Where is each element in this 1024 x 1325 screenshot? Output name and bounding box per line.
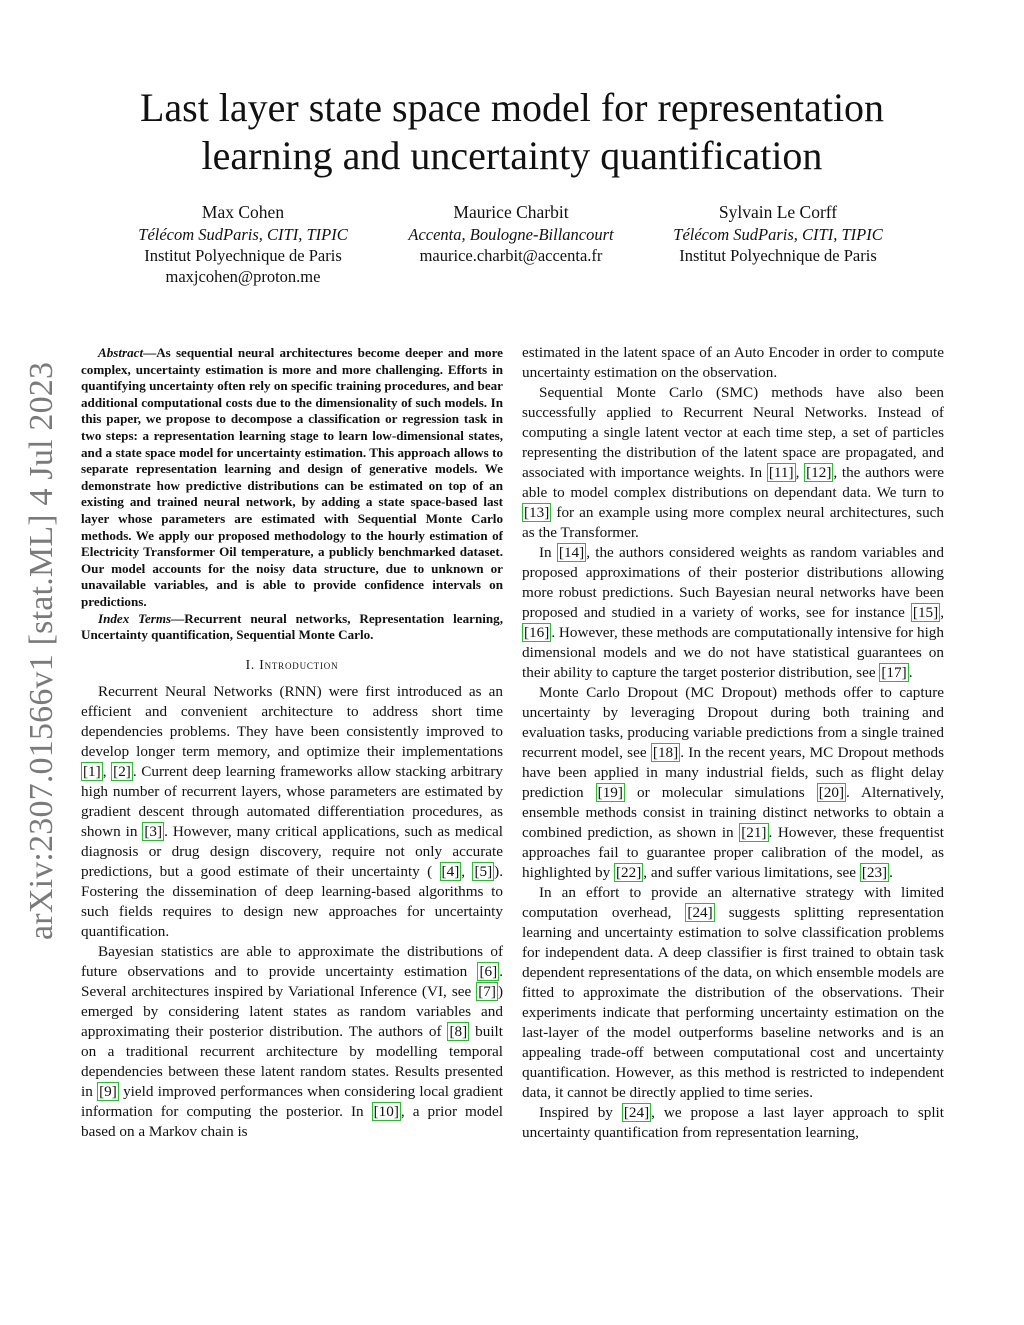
text-run: ) emerged by considering latent states as random variables and approximating their posterior distribution. The authors of — [81, 982, 503, 1040]
citation-link[interactable]: [12] — [806, 464, 832, 481]
index-terms — [81, 611, 503, 644]
text-run: . — [889, 864, 893, 881]
text-run: , — [795, 464, 805, 481]
abstract-paragraph — [81, 345, 503, 611]
right-column — [522, 343, 944, 1143]
citation-link[interactable]: [13] — [524, 504, 550, 521]
citation-link[interactable]: [14] — [558, 544, 585, 561]
paragraph — [81, 942, 503, 1142]
section-heading — [81, 657, 503, 673]
text-run: Recurrent Neural Networks (RNN) were first introduced as an efficient and convenient architecture to address short time dependencies problems. They have been consistently improved to develop longer term memory, and optimize their implementations — [81, 682, 503, 760]
citation-link[interactable]: [10] — [373, 1102, 399, 1120]
text-run: . — [908, 664, 913, 681]
author-affiliation: Télécom SudParis, CITI, TIPIC — [138, 225, 348, 244]
text-run: , — [102, 762, 112, 780]
arxiv-identifier: arXiv:2307.01566v1 [stat.ML] 4 Jul 2023 — [23, 361, 60, 940]
paragraph — [522, 343, 944, 383]
left-column — [81, 345, 503, 1142]
author-block-1 — [93, 201, 393, 287]
text-run: . Alternatively, ensemble methods consist in training distinct networks to obtain a combined prediction, as shown in — [522, 784, 944, 841]
text-run: . In the recent years, MC Dropout methods have been applied in many industrial fields, such as flight delay prediction — [522, 744, 945, 801]
citation-link[interactable]: [11] — [768, 464, 794, 481]
paragraph — [522, 543, 944, 683]
citation-link[interactable]: [22] — [615, 864, 642, 881]
text-run: Inspired by — [539, 1104, 622, 1121]
citation-link[interactable]: [23] — [861, 864, 888, 881]
text-run: , and suffer various limitations, see — [643, 864, 860, 881]
text-run: Sequential Monte Carlo (SMC) methods have also been successfully applied to Recurrent Neural Networks. Instead of computing a single latent vector at each time step, a set of particles representing the distribution of the latent space are propagated, and associated with importance weights. In — [522, 384, 944, 481]
paragraph — [522, 883, 944, 1103]
author-name: Maurice Charbit — [453, 202, 569, 222]
text-run: Bayesian statistics are able to approximate the distributions of future observations and to provide uncertainty estimation — [81, 942, 503, 980]
citation-link[interactable]: [21] — [741, 824, 767, 841]
author-institution: Institut Polyechnique de Paris — [144, 246, 342, 265]
citation-link[interactable]: [2] — [113, 762, 131, 780]
text-run: built on a traditional recurrent architecture by modelling temporal dependencies between these latent random states. Results presented in — [81, 1022, 503, 1100]
author-affiliation: Accenta, Boulogne-Billancourt — [408, 225, 614, 244]
text-run: ). Fostering the dissemination of deep learning-based algorithms to such fields requires to design new approaches for uncertainty quantification. — [81, 862, 504, 940]
citation-link[interactable]: [4] — [441, 862, 460, 880]
text-run: suggests splitting representation learning and uncertainty estimation to solve classification problems for independent data. A deep classifier is first trained to obtain task dependent representations of the data, on which ensemble models are fitted to approximate the distribution of the observations. Their experiments indicate that performing uncertainty estimation on the last-layer of the model outperforms baseline networks and is an appealing trade-off between computational cost and uncertainty quantification. However, as this method is restricted to independent data, it cannot be directly applied to time series. — [522, 904, 944, 1101]
text-run: estimated in the latent space of an Auto Encoder in order to compute uncertainty estimation on the observation. — [522, 344, 944, 381]
citation-link[interactable]: [17] — [881, 664, 907, 681]
citation-link[interactable]: [24] — [687, 904, 713, 921]
text-run: In — [539, 544, 557, 561]
text-run: . Several architectures inspired by Variational Inference (VI, see — [81, 962, 503, 1000]
text-run: , the authors were able to model complex distributions on dependant data. We turn to — [522, 464, 945, 501]
citation-link[interactable]: [5] — [474, 862, 493, 880]
text-run: yield improved performances when considering local gradient information for computing the posterior. In — [81, 1082, 503, 1120]
text-run: In an effort to provide an alternative strategy with limited computation overhead, — [522, 884, 944, 921]
author-name: Sylvain Le Corff — [718, 202, 838, 222]
citation-link[interactable]: [18] — [652, 744, 679, 761]
text-run: . However, these frequentist approaches fail to guarantee proper calibration of the model, as highlighted by — [522, 824, 944, 881]
left-body — [81, 682, 503, 1142]
abstract — [81, 345, 503, 644]
citation-link[interactable]: [8] — [449, 1022, 468, 1040]
citation-link[interactable]: [3] — [144, 822, 163, 840]
text-run: , a prior model based on a Markov chain is — [81, 1102, 503, 1140]
citation-link[interactable]: [15] — [912, 604, 939, 621]
section-title: Introduction — [259, 656, 339, 672]
text-run: , — [461, 862, 473, 880]
text-run: . Current deep learning frameworks allow stacking arbitrary high number of recurrent layers, whose parameters are estimated by gradient descent through automated differentiation procedures, as shown in — [81, 762, 503, 840]
text-run: , — [940, 604, 944, 621]
citation-link[interactable]: [16] — [524, 624, 550, 641]
text-run: , the authors considered weights as random variables and proposed approximations of their posterior distributions allowing more robust predictions. Such Bayesian neural networks have been proposed and studied in a variety of works, see for instance — [522, 544, 944, 621]
author-block-3 — [628, 201, 928, 266]
author-email[interactable]: maurice.charbit@accenta.fr — [419, 246, 603, 265]
text-run: or molecular simulations — [624, 784, 817, 801]
paragraph — [522, 383, 944, 543]
author-name: Max Cohen — [201, 202, 285, 222]
citation-link[interactable]: [24] — [623, 1104, 650, 1121]
citation-link[interactable]: [9] — [99, 1082, 117, 1100]
author-block-2 — [361, 201, 661, 266]
paragraph — [522, 683, 944, 883]
citation-link[interactable]: [20] — [818, 784, 845, 801]
paragraph — [522, 1103, 944, 1143]
citation-link[interactable]: [7] — [478, 982, 496, 1000]
text-run: . However, these methods are computationally intensive for high dimensional models and we do not have statistical guarantees on their ability to capture the target posterior distribution, see — [522, 624, 944, 681]
abstract-text: —As sequential neural architectures become deeper and more complex, uncertainty estimation is more and more challenging. Efforts in quantifying uncertainty often rely on specific training procedures, and bear additional computational costs due to the dimensionality of such models. In this paper, we propose to decompose a classification or regression task in two steps: a representation learning stage to learn low-dimensional states, and a state space model for uncertainty estimation. This approach allows to separate representation learning and design of generative models. We demonstrate how predictive distributions can be estimated on top of an existing and trained neural network, by adding a state space-based last layer whose parameters are estimated with Sequential Monte Carlo methods. We apply our proposed methodology to the hourly estimation of Electricity Transformer Oil temperature, a publicly benchmarked dataset. Our model accounts for the noisy data structure, due to unknown or unavailable variables, and is able to provide confidence intervals on predictions. — [81, 345, 503, 609]
author-email[interactable]: maxjcohen@proton.me — [165, 267, 321, 286]
text-run: . However, many critical applications, such as medical diagnosis or drug design discovery, require not only accurate predictions, but a good estimate of their uncertainty ( — [81, 822, 503, 880]
citation-link[interactable]: [19] — [597, 784, 623, 801]
author-affiliation: Télécom SudParis, CITI, TIPIC — [673, 225, 883, 244]
section-number: I. — [245, 656, 260, 672]
citation-link[interactable]: [1] — [83, 762, 101, 780]
paper-title: Last layer state space model for representation learning and uncertainty quantification — [139, 85, 885, 178]
text-run: , we propose a last layer approach to split uncertainty quantification from representation learning, — [522, 1104, 944, 1141]
paragraph — [81, 682, 503, 942]
citation-link[interactable]: [6] — [479, 962, 498, 980]
abstract-label: Abstract — [98, 345, 144, 360]
index-terms-label: Index Terms — [98, 610, 172, 626]
author-institution: Institut Polyechnique de Paris — [679, 246, 877, 265]
text-run: Monte Carlo Dropout (MC Dropout) methods offer to capture uncertainty by leveraging Dropout during both training and evaluation tasks, producing variable predictions from a single trained recurrent model, see — [522, 684, 944, 761]
index-terms-text: —Recurrent neural networks, Representation learning, Uncertainty quantification, Sequential Monte Carlo. — [81, 610, 503, 643]
text-run: for an example using more complex neural architectures, such as the Transformer. — [522, 504, 944, 541]
